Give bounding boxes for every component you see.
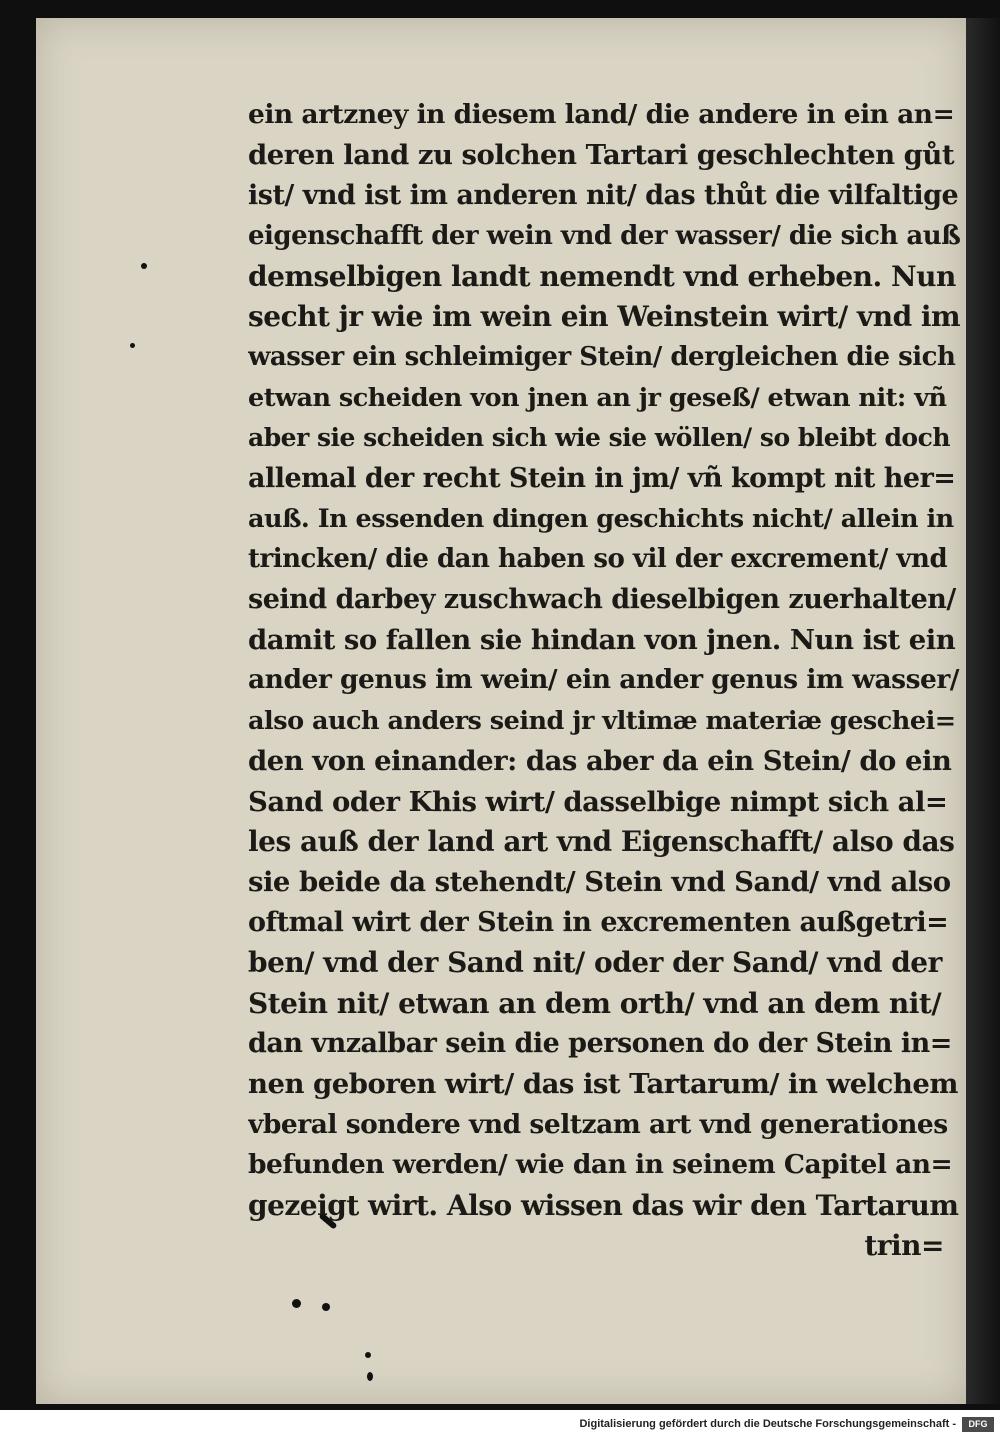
page-text <box>248 95 960 1266</box>
text-line: also auch anders seind jr vltimæ materiæ geschei= <box>248 705 956 736</box>
text-line: deren land zu solchen Tartari geschlechten gůt <box>248 139 955 172</box>
text-line: wasser ein schleimiger Stein/ dergleichen die sich <box>248 342 956 373</box>
text-line: ein artzney in diesem land/ die andere in ein an= <box>248 99 955 130</box>
ink-mark <box>322 1303 330 1311</box>
catchword: trin= <box>864 1228 944 1262</box>
ink-mark <box>292 1299 301 1308</box>
text-line: nen geboren wirt/ das ist Tartarum/ in welchem <box>248 1068 958 1101</box>
text-line: oftmal wirt der Stein in excrementen außgetri= <box>248 906 949 938</box>
text-line: den von einander: das aber da ein Stein/ do ein <box>248 745 952 778</box>
text-line: ben/ vnd der Sand nit/ oder der Sand/ vnd der <box>248 946 942 980</box>
text-line: auß. In essenden dingen geschichts nicht/ allein in <box>248 503 954 534</box>
text-line: trincken/ die dan haben so vil der excrement/ vnd <box>248 544 948 575</box>
page-edge-shadow <box>966 18 1000 1404</box>
text-line: Stein nit/ etwan an dem orth/ vnd an dem nit/ <box>248 986 942 1020</box>
footer-bar <box>0 1410 1000 1439</box>
text-line: dan vnzalbar sein die personen do der Stein in= <box>248 1027 952 1059</box>
text-line: seind darbey zuschwach dieselbigen zuerhalten/ <box>248 583 956 615</box>
text-line: aber sie scheiden sich wie sie wöllen/ so bleibt doch <box>248 423 950 453</box>
text-line: etwan scheiden von jnen an jr geseß/ etwan nit: vñ <box>248 382 947 413</box>
dfg-logo: DFG <box>962 1417 994 1432</box>
text-line: Sand oder Khis wirt/ dasselbige nimpt sich al= <box>248 785 948 818</box>
text-line: eigenschafft der wein vnd der wasser/ die sich auß <box>248 221 960 252</box>
text-line: secht jr wie im wein ein Weinstein wirt/ vnd im <box>248 299 960 333</box>
text-line: ander genus im wein/ ein ander genus im wasser/ <box>248 664 959 696</box>
ink-mark <box>365 1352 371 1358</box>
ink-mark <box>367 1372 373 1381</box>
text-line: ist/ vnd ist im anderen nit/ das thůt die vilfaltige <box>248 179 959 211</box>
text-line: gezeigt wirt. Also wissen das wir den Tartarum <box>248 1188 959 1222</box>
text-line: sie beide da stehendt/ Stein vnd Sand/ vnd also <box>248 866 951 899</box>
text-line: allemal der recht Stein in jm/ vñ kompt nit her= <box>248 462 956 494</box>
text-line: demselbigen landt nemendt vnd erheben. Nun <box>248 259 956 293</box>
ink-mark <box>130 343 135 348</box>
text-line: vberal sondere vnd seltzam art vnd generationes <box>248 1108 948 1140</box>
funding-credit: Digitalisierung gefördert durch die Deutsche Forschungsgemeinschaft - <box>579 1418 956 1430</box>
text-line: les auß der land art vnd Eigenschafft/ also das <box>248 825 955 859</box>
ink-mark <box>141 263 147 269</box>
text-line: befunden werden/ wie dan in seinem Capitel an= <box>248 1149 953 1181</box>
text-line: damit so fallen sie hindan von jnen. Nun ist ein <box>248 624 956 657</box>
